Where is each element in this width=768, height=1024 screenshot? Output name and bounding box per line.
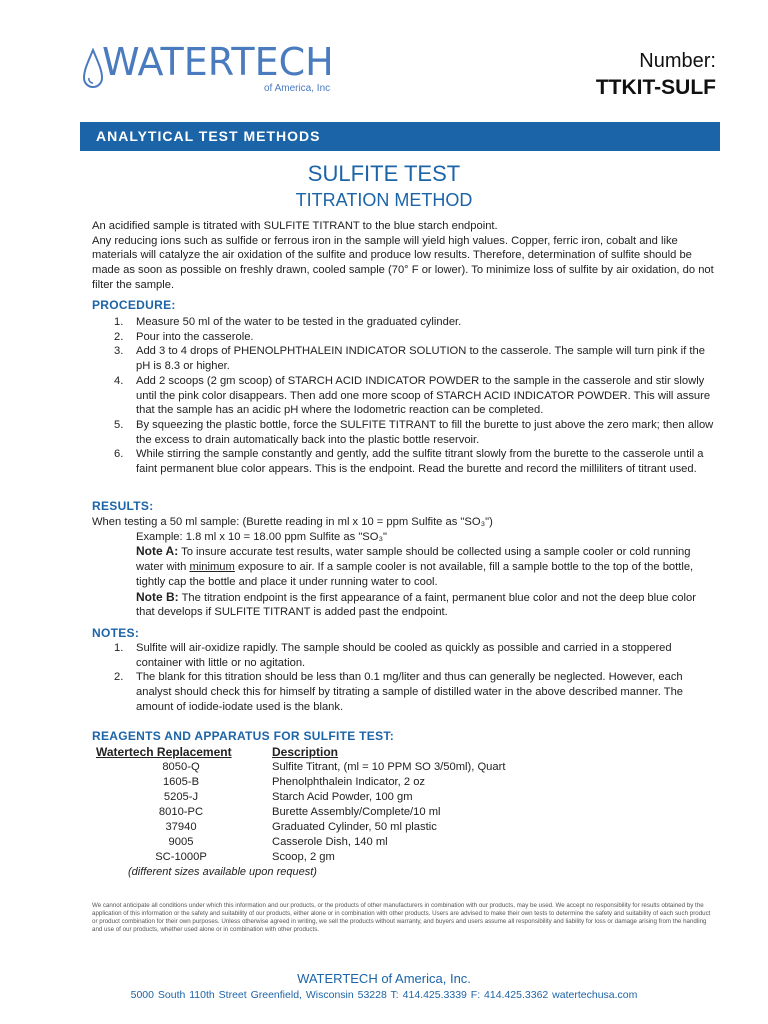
footer-company-name: WATERTECH of America, Inc. [297, 971, 471, 986]
section-banner [80, 122, 720, 151]
sizes-note: (different sizes available upon request) [128, 866, 317, 878]
table-row: 5205-J Starch Acid Powder, 100 gm [163, 791, 413, 803]
intro-paragraph: Any reducing ions such as sulfide or ferrous iron in the sample will yield high values. Copper, ferric iron, cobalt and like materials will catalyze the air oxidation of the sulfite and produce low results. Therefore, determination of sulfite should be made as soon as possible on freshly drawn, cooled sample (70° F or lower). To minimize loss of sulfite by air oxidation, do not filter the sample. [92, 234, 714, 291]
banner-label: ANALYTICAL TEST METHODS [96, 128, 321, 144]
page-title: SULFITE TEST [307, 161, 461, 186]
notes-heading: NOTES: [92, 626, 140, 640]
procedure-step: 3. Add 3 to 4 drops of PHENOLPHTHALEIN INDICATOR SOLUTION to the casserole. The sample will turn pink if the pH is 8.3 or higher. [114, 345, 705, 373]
procedure-heading: PROCEDURE: [92, 298, 176, 312]
note-item: 1. Sulfite will air-oxidize rapidly. The sample should be cooled as quickly as possible and carried in a stoppered container with little or no agitation. [114, 642, 672, 669]
procedure-step: 6. While stirring the sample constantly and gently, add the sulfite titrant slowly from the burette to the casserole until a faint permanent blue color appears. This is the endpoint. Read the burette and record the milliliters of titrant used. [114, 448, 704, 476]
intro-line: An acidified sample is titrated with SULFITE TITRANT to the blue starch endpoint. [92, 220, 498, 232]
procedure-step: 1. Measure 50 ml of the water to be tested in the graduated cylinder. [114, 316, 462, 328]
procedure-step: 4. Add 2 scoops (2 gm scoop) of STARCH ACID INDICATOR POWDER to the sample in the casserole and stir slowly until the pink color disappears. Then add one more scoop of STARCH ACID INDICATOR POWDER. This will assure that the sample has an acidic pH where the Iodometric reaction can be completed. [114, 374, 711, 417]
reagents-header-row [96, 745, 592, 760]
page-subtitle: TITRATION METHOD [295, 190, 473, 210]
procedure-step: 2. Pour into the casserole. [114, 330, 254, 343]
brand-logo-text: WATERTECH [102, 40, 334, 84]
table-row: 9005 Casserole Dish, 140 ml [168, 836, 388, 848]
procedure-list [92, 315, 714, 477]
column-header: Description [272, 745, 339, 759]
note-b: Note B: The titration endpoint is the first appearance of a faint, permanent blue color and not the deep blue color that develops if SULFITE TITRANT is added past the endpoint. [136, 589, 696, 619]
water-drop-logo-icon [82, 48, 104, 94]
table-row: 37940 Graduated Cylinder, 50 ml plastic [165, 821, 437, 833]
results-heading: RESULTS: [92, 499, 154, 513]
reagents-table [96, 745, 592, 865]
table-row: SC-1000P Scoop, 2 gm [155, 851, 335, 863]
disclaimer-text: We cannot anticipate all conditions under which this information and our products, or the products of other manufacturers in combination with our products, may be used. We accept no responsibility for results obtained by the application of this information or the safety and suitability of our products, either alone or in combination with other products. Users are advised to make their own tests to determine the safety and suitability of each such product or product combination for their own purposes. Unless otherwise agreed in writing, we sell the products without warranty, and buyers and users assume all responsibility and liability for loss or damage arising from the handling and use of our products, whether used alone or in combination with other products. [92, 902, 711, 933]
doc-number-label: Number: [639, 50, 716, 72]
notes-list [92, 641, 714, 715]
procedure-step: 5. By squeezing the plastic bottle, force the SULFITE TITRANT to fill the burette to just above the zero mark; then allow the excess to drain automatically back into the plastic bottle reservoir. [114, 418, 714, 446]
results-formula: When testing a 50 ml sample: (Burette reading in ml x 10 = ppm Sulfite as "SO₃") [92, 516, 493, 528]
brand-logo-subtext: of America, Inc [264, 83, 331, 94]
footer-address: 5000 South 110th Street Greenfield, Wisconsin 53228 T: 414.425.3339 F: 414.425.3362 watertechusa.com [130, 989, 638, 1001]
results-example: Example: 1.8 ml x 10 = 18.00 ppm Sulfite as "SO₃" [136, 530, 387, 543]
note-a: Note A: To insure accurate test results, water sample should be collected using a sample cooler or cold running water with minimum exposure to air. If a sample cooler is not available, fill a sample bottle to the top of the bottle, tightly cap the bottle and place it under running water to cool. [136, 544, 694, 588]
table-row: 8010-PC Burette Assembly/Complete/10 ml [158, 806, 441, 818]
note-item: 2. The blank for this titration should be less than 0.1 mg/liter and thus can generally be neglected. However, each analyst should check this for himself by titrating a sample of distilled water in the above described manner. The amount of iodide-iodate used is the blank. [114, 671, 684, 713]
table-row: 8050-Q Sulfite Titrant, (ml = 10 PPM SO 3/50ml), Quart [162, 761, 506, 773]
results-section [92, 515, 714, 620]
table-row: 1605-B Phenolphthalein Indicator, 2 oz [162, 776, 426, 788]
reagents-heading: REAGENTS AND APPARATUS FOR SULFITE TEST: [92, 729, 395, 743]
doc-number-value: TTKIT-SULF [595, 76, 716, 99]
intro-text [92, 219, 714, 293]
column-header: Watertech Replacement [96, 745, 232, 759]
